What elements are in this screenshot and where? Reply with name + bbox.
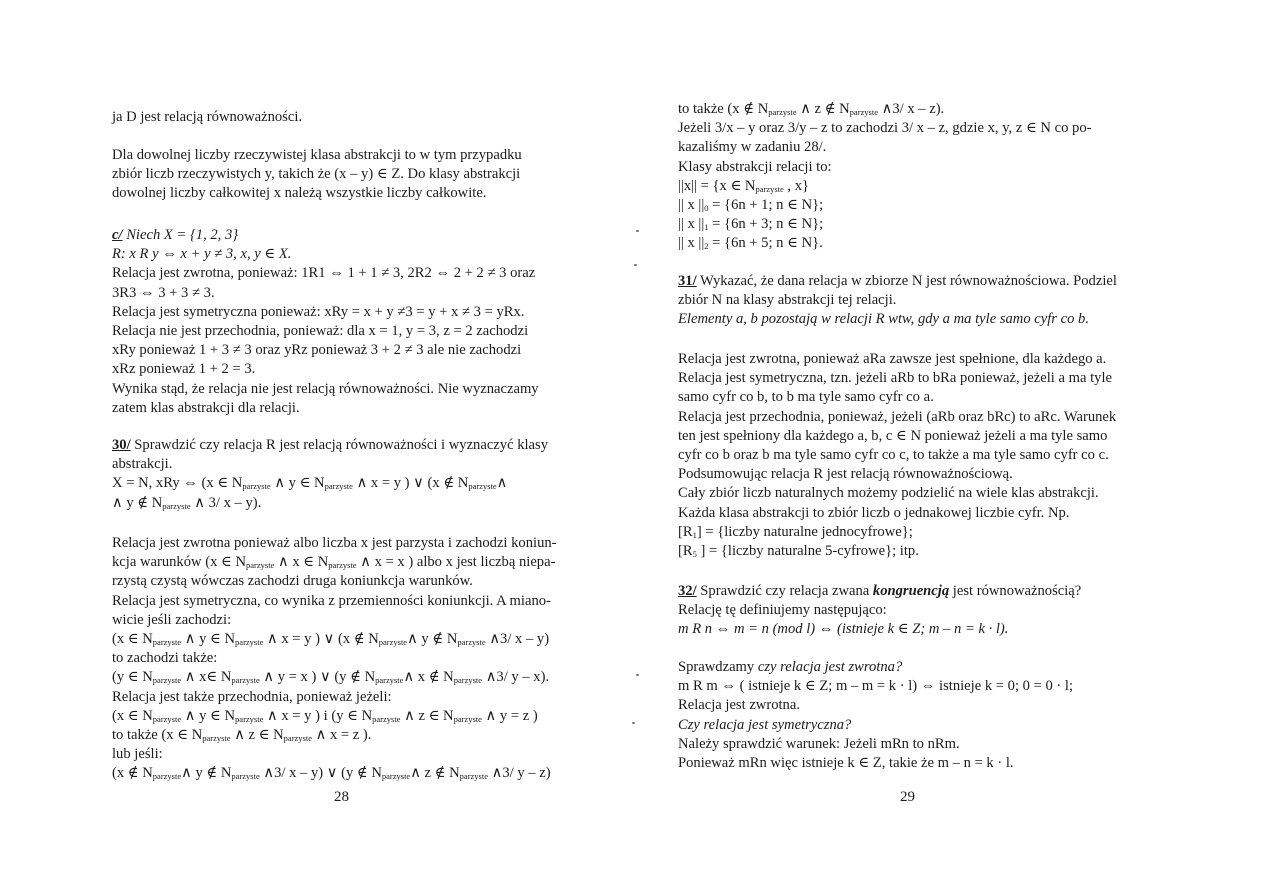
scan-speck — [636, 674, 639, 676]
class-1: || x $||_1 = \{6n + 3$; n ∈ N}; — [678, 216, 824, 233]
paragraph-31-proof — [678, 350, 1178, 561]
text-line: Relację tę definiujemy następująco: — [678, 602, 887, 619]
exercise-31-task: Wykazać, że dana relacja w zbiorze N jest równoważnościowa. Podziel — [696, 273, 1117, 289]
exercise-32: 32/ Sprawdzić czy relacja zwana kongruencją jest równoważnością? Relację tę definiujemy następująco: m R n ⇔ m = n (mod l) ⇔ (istnieje k ∈ Z; m – n = k · l). — [678, 582, 1178, 640]
right-page — [678, 0, 1178, 893]
text-line: Relacja nie jest przechodnia, ponieważ: dla x = 1, y = 3, z = 2 zachodzi — [112, 323, 529, 340]
exercise-30-definition: X = N, xRy ⇔ (x ∈ $N_{parzyste}$ ∧ y ∈ $N_{parzyste}$ ∧ x = y ) ∨ (x ∉ $N_{parzyste}\wedge$ — [112, 475, 508, 492]
text-line: Relacja jest zwrotna. — [678, 697, 800, 714]
text-line: Cały zbiór liczb naturalnych możemy podzielić na wiele klas abstrakcji. — [678, 485, 1099, 502]
text-line: lub jeśli: — [112, 746, 163, 763]
text-line: Relacja jest także przechodnia, ponieważ jeżeli: — [112, 688, 392, 705]
text-line: Dla dowolnej liczby rzeczywistej klasa abstrakcji to w tym przypadku — [112, 147, 522, 163]
text-line: Relacja jest symetryczna, tzn. jeżeli aRb to bRa ponieważ, jeżeli a ma tyle — [678, 370, 1112, 387]
text-line: Należy sprawdzić warunek: Jeżeli mRn to nRm. — [678, 735, 960, 752]
text-line: Ponieważ mRn więc istnieje k ∈ Z, takie że m – n = k · l. — [678, 755, 1014, 772]
class-r5: [$R_5$ ] = {liczby naturalne 5-cyfrowe}; itp. — [678, 543, 919, 560]
paragraph-32-check: Sprawdzamy czy relacja jest zwrotna? m R m ⇔ ( istnieje k ∈ Z; m – m = k · l) ⇔ istnieje k = 0; 0 = 0 · l; Relacja jest zwrotna. Czy relacja jest symetryczna? Należy sprawdzić warunek: Jeżeli mRn to nRm. Ponieważ mRn więc istnieje k ∈ Z, takie że m – n = k · l. — [678, 658, 1178, 773]
text-line: cyfr co b oraz b ma tyle samo cyfr co c, to także a ma tyle samo cyfr co c. — [678, 447, 1109, 464]
text-line: Relacja jest symetryczna, co wynika z przemienności koniunkcji. A miano- — [112, 592, 551, 609]
text-line: Jeżeli 3/x – y oraz 3/y – z to zachodzi 3/ x – z, gdzie x, y, z ∈ N co po- — [678, 120, 1092, 137]
exercise-31-task-cont: zbiór N na klasy abstrakcji tej relacji. — [678, 292, 897, 309]
class-0: || x $||_0 = \{6n + 1$; n ∈ N}; — [678, 197, 824, 214]
scan-speck — [632, 722, 635, 724]
text-line: Wynika stąd, że relacja nie jest relacją równoważności. Nie wyznaczamy — [112, 380, 539, 397]
text-line: zbiór liczb rzeczywistych y, takich że (x – y) ∈ Z. Do klasy abstrakcji — [112, 166, 521, 183]
text-line: Podsumowując relacja R jest relacją równoważnościową. — [678, 466, 1013, 483]
page-number-29: 29 — [900, 789, 915, 805]
formula-line: (x ∈ $N_{parzyste}$ ∧ y ∈ $N_{parzyste}$ ∧ x = y ) i (y ∈ $N_{parzyste}$ ∧ z ∈ $N_{parzyste}$ ∧ y = z ) — [112, 707, 538, 724]
text-line: wicie jeśli zachodzi: — [112, 611, 232, 628]
intro-line — [112, 108, 624, 127]
continuation-block — [678, 100, 1178, 254]
text-line: Relacja jest przechodnia, ponieważ, jeżeli (aRb oraz bRc) to aRc. Warunek — [678, 408, 1117, 425]
section-c-label: c/ — [112, 227, 123, 243]
text-line: Relacja jest symetryczna ponieważ: xRy = x + y ≠3 = y + x ≠ 3 = yRx. — [112, 303, 525, 320]
formula-line: to także (x ∈ $N_{parzyste}$ ∧ z ∈ $N_{parzyste}$ ∧ x = z ). — [112, 727, 372, 744]
congruence-definition: m R n ⇔ m = n (mod l) ⇔ (istnieje k ∈ Z; m – n = k · l). — [678, 621, 1009, 638]
text-line: kcja warunków (x ∈ $N_{parzyste}$ ∧ x ∈ $N_{parzyste}$ ∧ x = x ) albo x jest liczbą niepa- — [112, 554, 556, 571]
text-line: m R m ⇔ ( istnieje k ∈ Z; m – m = k · l) ⇔ istnieje k = 0; 0 = 0 · l; — [678, 678, 1074, 695]
kongruencja-term: kongruencją — [872, 583, 950, 599]
paragraph-reflexive-30 — [112, 534, 624, 784]
text-line: to zachodzi także: — [112, 650, 218, 667]
text-line: xRy ponieważ 1 + 3 ≠ 3 oraz yRz ponieważ 3 + 2 ≠ 3 ale nie zachodzi — [112, 342, 522, 359]
exercise-31-number: 31/ — [678, 273, 697, 289]
class-all: ||x|| = {x ∈ $N_{parzyste}$ , x} — [678, 177, 810, 194]
text-line: kazaliśmy w zadaniu 28/. — [678, 139, 827, 156]
text-line: Klasy abstrakcji relacji to: — [678, 158, 832, 175]
text-line: xRz ponieważ 1 + 2 = 3. — [112, 361, 256, 378]
text-line: ten jest spełniony dla każdego a, b, c ∈ N ponieważ jeżeli a ma tyle samo — [678, 427, 1108, 444]
scan-speck — [634, 264, 637, 266]
relation-definition: R: x R y ⇔ x + y ≠ 3, x, y ∈ X. — [112, 246, 292, 263]
text-line: 3R3 ⇔ 3 + 3 ≠ 3. — [112, 284, 215, 301]
exercise-30-task: Sprawdzić czy relacja R jest relacją równoważności i wyznaczyć klasy — [130, 437, 549, 453]
formula-line: (y ∈ $N_{parzyste}$ ∧ x∈ $N_{parzyste}$ ∧ y = x ) ∨ (y ∉ $N_{parzyste}\wedge$ x ∉ $N_{parzyste}$ ∧3/ y – x). — [112, 669, 550, 686]
exercise-31 — [678, 272, 1178, 330]
left-page — [112, 0, 624, 893]
text-line: samo cyfr co b, to b ma tyle samo cyfr co a. — [678, 389, 934, 406]
text-line: Relacja jest zwrotna, ponieważ: 1R1 ⇔ 1 + 1 ≠ 3, 2R2 ⇔ 2 + 2 ≠ 3 oraz — [112, 265, 536, 282]
exercise-30-definition-cont: ∧ y ∉ $N_{parzyste}$ ∧ 3/ x – y). — [112, 494, 262, 511]
formula-line: to także (x ∉ $N_{parzyste}$ ∧ z ∉ $N_{parzyste}$ ∧3/ x – z). — [678, 101, 945, 117]
exercise-30-task-cont: abstrakcji. — [112, 456, 173, 473]
exercise-30 — [112, 436, 624, 513]
intro-text: ja D jest relacją równoważności. — [112, 109, 303, 125]
section-c — [112, 226, 624, 418]
symmetric-question: Czy relacja jest symetryczna? — [678, 716, 852, 733]
text-line: rzystą czystą wówczas zachodzi druga koniunkcja warunków. — [112, 573, 473, 590]
text-line: zatem klas abstrakcji dla relacji. — [112, 399, 300, 416]
text-line: Relacja jest zwrotna ponieważ albo liczba x jest parzysta i zachodzi koniun- — [112, 535, 557, 551]
page-number-28: 28 — [334, 789, 349, 805]
class-r1: $[R_1]$ = {liczby naturalne jednocyfrowe}; — [678, 523, 913, 540]
formula-line: (x ∈ $N_{parzyste}$ ∧ y ∈ $N_{parzyste}$ ∧ x = y ) ∨ (x ∉ $N_{parzyste}\wedge$ y ∉ $N_{parzyste}$ ∧3/ x – y) — [112, 631, 550, 648]
exercise-31-definition: Elementy a, b pozostają w relacji R wtw, gdy a ma tyle samo cyfr co b. — [678, 311, 1089, 328]
formula-line: (x ∉ $N_{parzyste}\wedge$ y ∉ $N_{parzyste}$ ∧3/ x – y) ∨ (y ∉ $N_{parzyste}\wedge$ z ∉ $N_{parzyste}$ ∧3/ y – z) — [112, 765, 551, 782]
paragraph-real-numbers — [112, 146, 624, 204]
text-line: dowolnej liczby całkowitej x należą wszystkie liczby całkowite. — [112, 185, 487, 202]
text-line: Relacja jest zwrotna, ponieważ aRa zawsze jest spełnione, dla każdego a. — [678, 351, 1107, 367]
set-definition: Niech X = {1, 2, 3} — [126, 227, 239, 243]
text-line: Każda klasa abstrakcji to zbiór liczb o jednakowej liczbie cyfr. Np. — [678, 504, 1070, 521]
exercise-32-number: 32/ — [678, 583, 697, 599]
reflexive-question: czy relacja jest zwrotna? — [757, 659, 903, 675]
scan-speck — [636, 230, 639, 232]
class-2: || x $||_2 = \{6n + 5$; n ∈ N}. — [678, 235, 823, 252]
exercise-30-number: 30/ — [112, 437, 131, 453]
